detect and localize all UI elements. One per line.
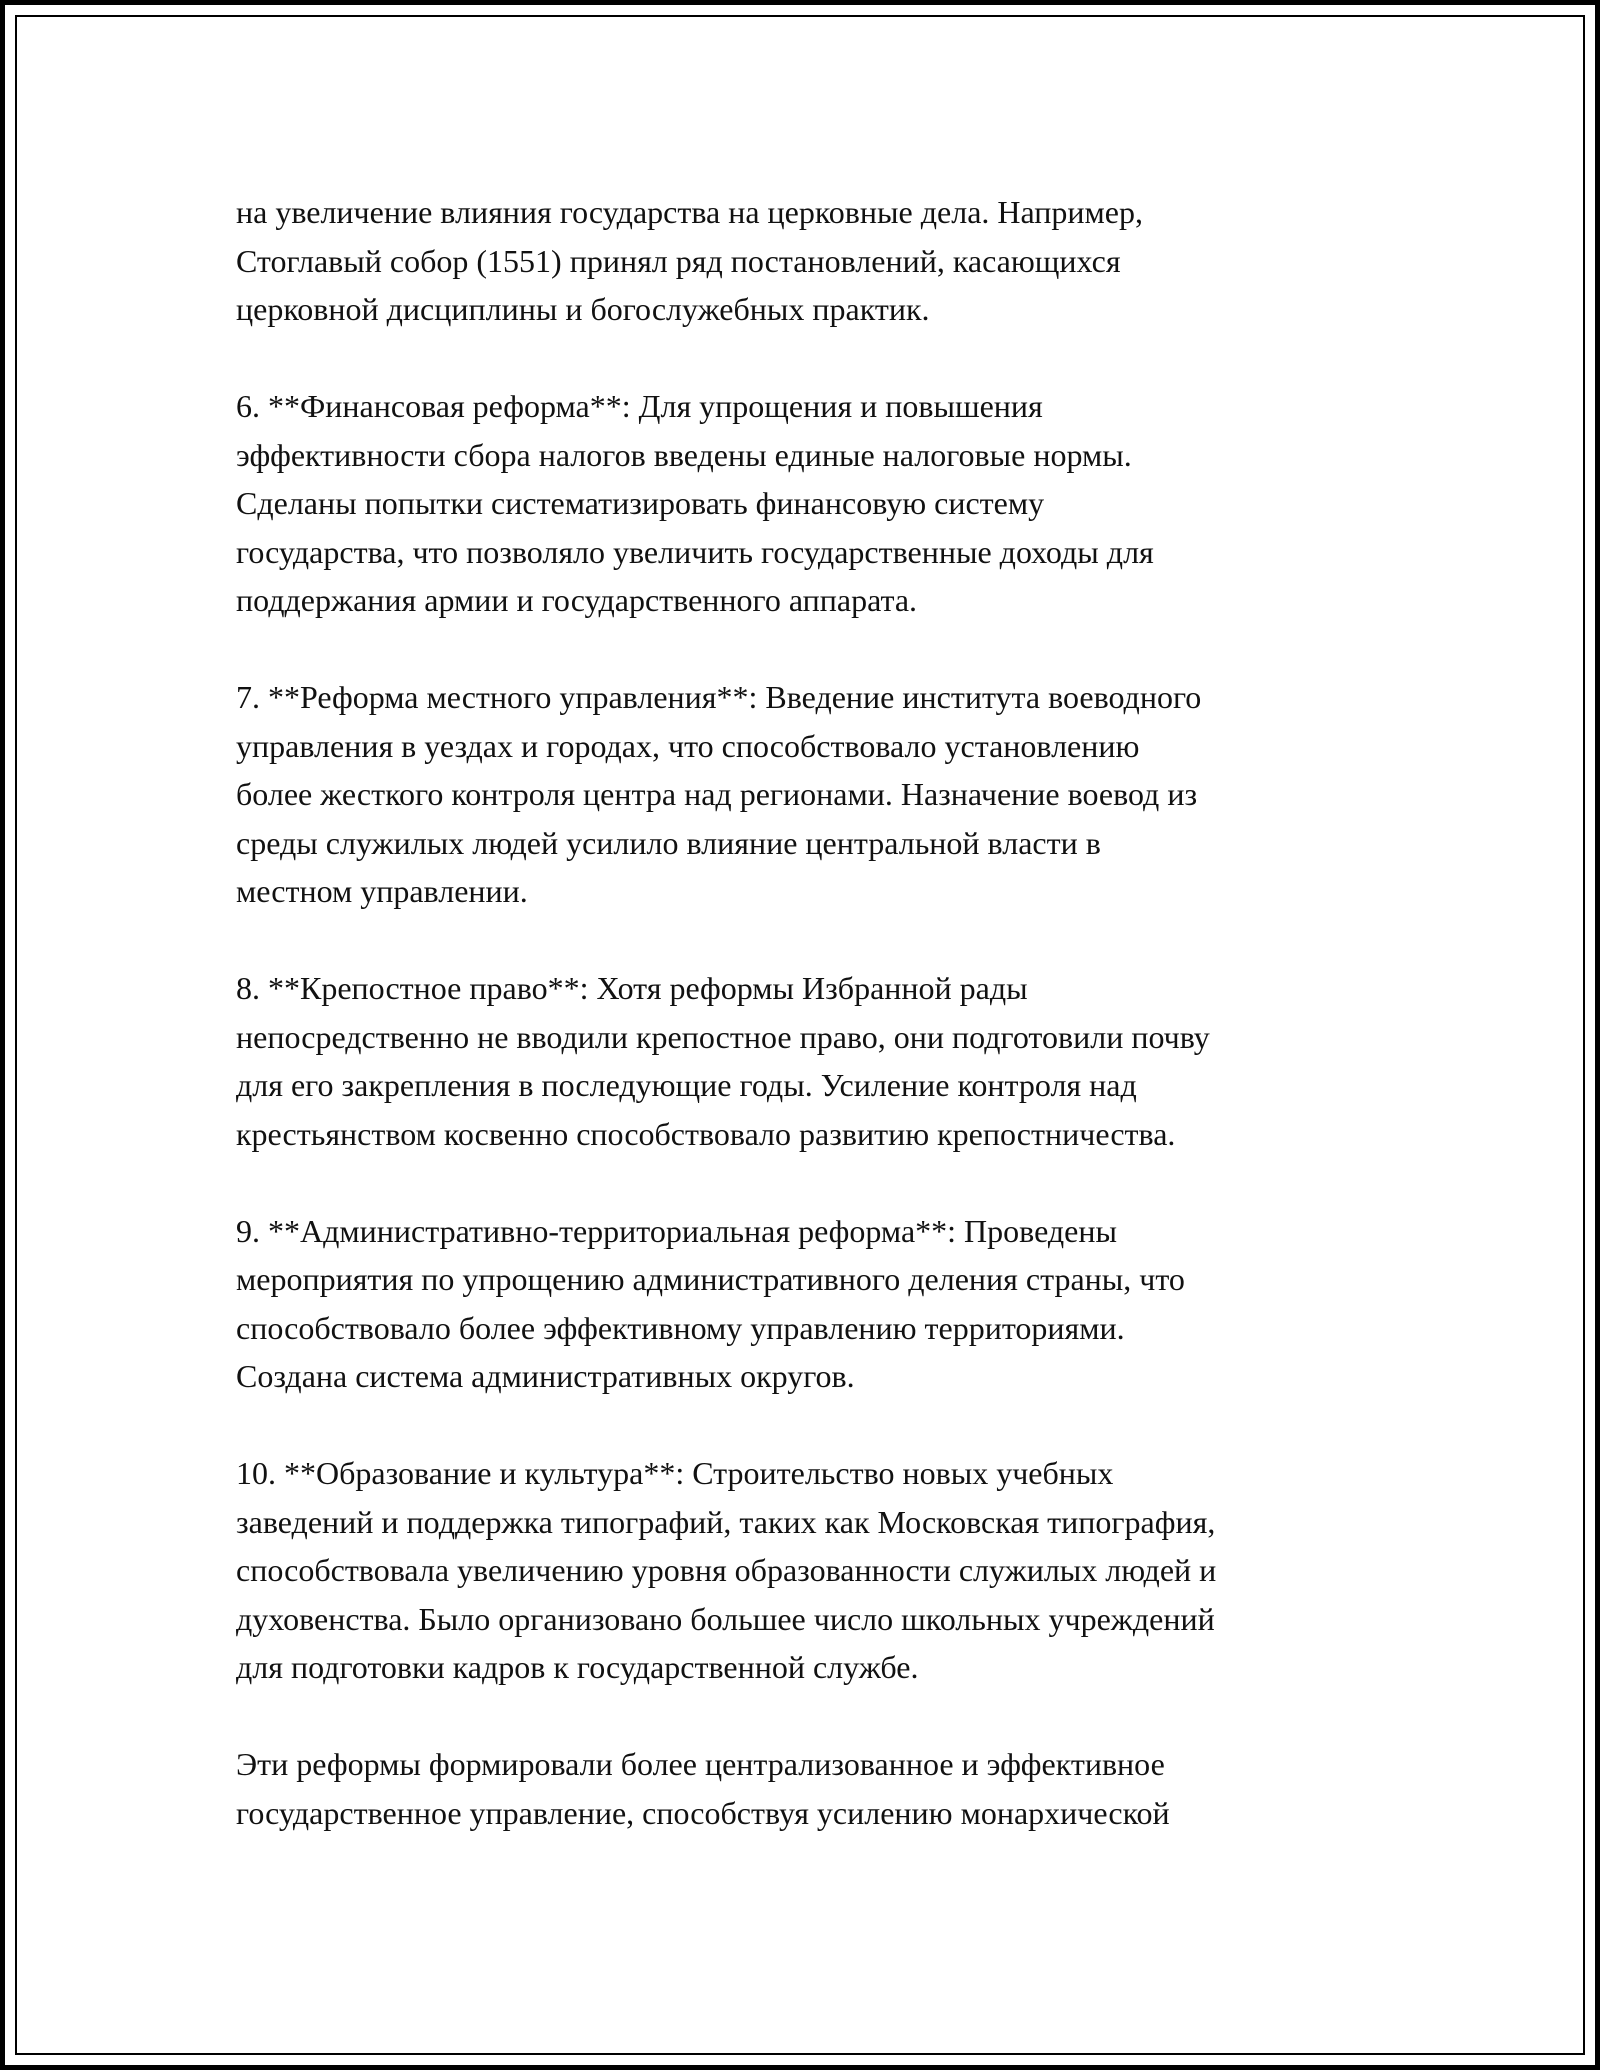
paragraph-conclusion [236, 1740, 1376, 1837]
text-line: 6. **Финансовая реформа**: Для упрощения и повышения [236, 388, 1043, 424]
text-line: непосредственно не вводили крепостное право, они подготовили почву [236, 1018, 1210, 1055]
text-line: среды служилых людей усилило влияние центральной власти в [236, 824, 1101, 861]
text-line: эффективности сбора налогов введены единые налоговые нормы. [236, 436, 1132, 473]
text-line: местном управлении. [236, 873, 528, 909]
paragraph-church-policy [236, 188, 1376, 334]
paragraph-spacer [236, 1401, 1376, 1450]
text-line: Создана система административных округов. [236, 1358, 855, 1394]
paragraph-spacer [236, 625, 1376, 674]
text-line: способствовала увеличению уровня образованности служилых людей и [236, 1552, 1217, 1588]
paragraph-financial-reform [236, 382, 1376, 625]
text-line: на увеличение влияния государства на церковные дела. Например, [236, 194, 1143, 230]
text-line: 9. **Административно-территориальная реформа**: Проведены [236, 1212, 1117, 1249]
paragraph-spacer [236, 916, 1376, 965]
text-line: способствовало более эффективному управлению территориями. [236, 1309, 1125, 1346]
paragraph-spacer [236, 334, 1376, 383]
text-line: для его закрепления в последующие годы. Усиление контроля над [236, 1067, 1137, 1103]
text-line: мероприятия по упрощению административного деления страны, что [236, 1261, 1185, 1297]
paragraph-administrative-reform [236, 1207, 1376, 1401]
text-line: государственное управление, способствуя усилению монархической [236, 1794, 1170, 1831]
text-line: Эти реформы формировали более централизованное и эффективное [236, 1746, 1165, 1782]
document-body [236, 188, 1376, 1837]
text-line: 10. **Образование и культура**: Строительство новых учебных [236, 1455, 1114, 1491]
paragraph-spacer [236, 1158, 1376, 1207]
text-line: 7. **Реформа местного управления**: Введение института воеводного [236, 679, 1202, 715]
text-line: крестьянством косвенно способствовало развитию крепостничества. [236, 1115, 1176, 1152]
paragraph-spacer [236, 1692, 1376, 1741]
text-line: церковной дисциплины и богослужебных практик. [236, 291, 930, 327]
text-line: заведений и поддержка типографий, таких как Московская типография, [236, 1503, 1216, 1540]
text-line: поддержания армии и государственного аппарата. [236, 582, 918, 618]
text-line: более жесткого контроля центра над регионами. Назначение воевод из [236, 776, 1198, 812]
text-line: для подготовки кадров к государственной службе. [236, 1649, 919, 1685]
text-line: Сделаны попытки систематизировать финансовую систему [236, 485, 1045, 521]
text-line: Стоглавый собор (1551) принял ряд постановлений, касающихся [236, 242, 1121, 279]
paragraph-education-culture [236, 1449, 1376, 1692]
text-line: государства, что позволяло увеличить государственные доходы для [236, 533, 1154, 570]
paragraph-serfdom [236, 964, 1376, 1158]
text-line: 8. **Крепостное право**: Хотя реформы Избранной рады [236, 970, 1028, 1006]
text-line: управления в уездах и городах, что способствовало установлению [236, 727, 1140, 764]
text-line: духовенства. Было организовано большее число школьных учреждений [236, 1600, 1215, 1637]
paragraph-local-government-reform [236, 673, 1376, 916]
